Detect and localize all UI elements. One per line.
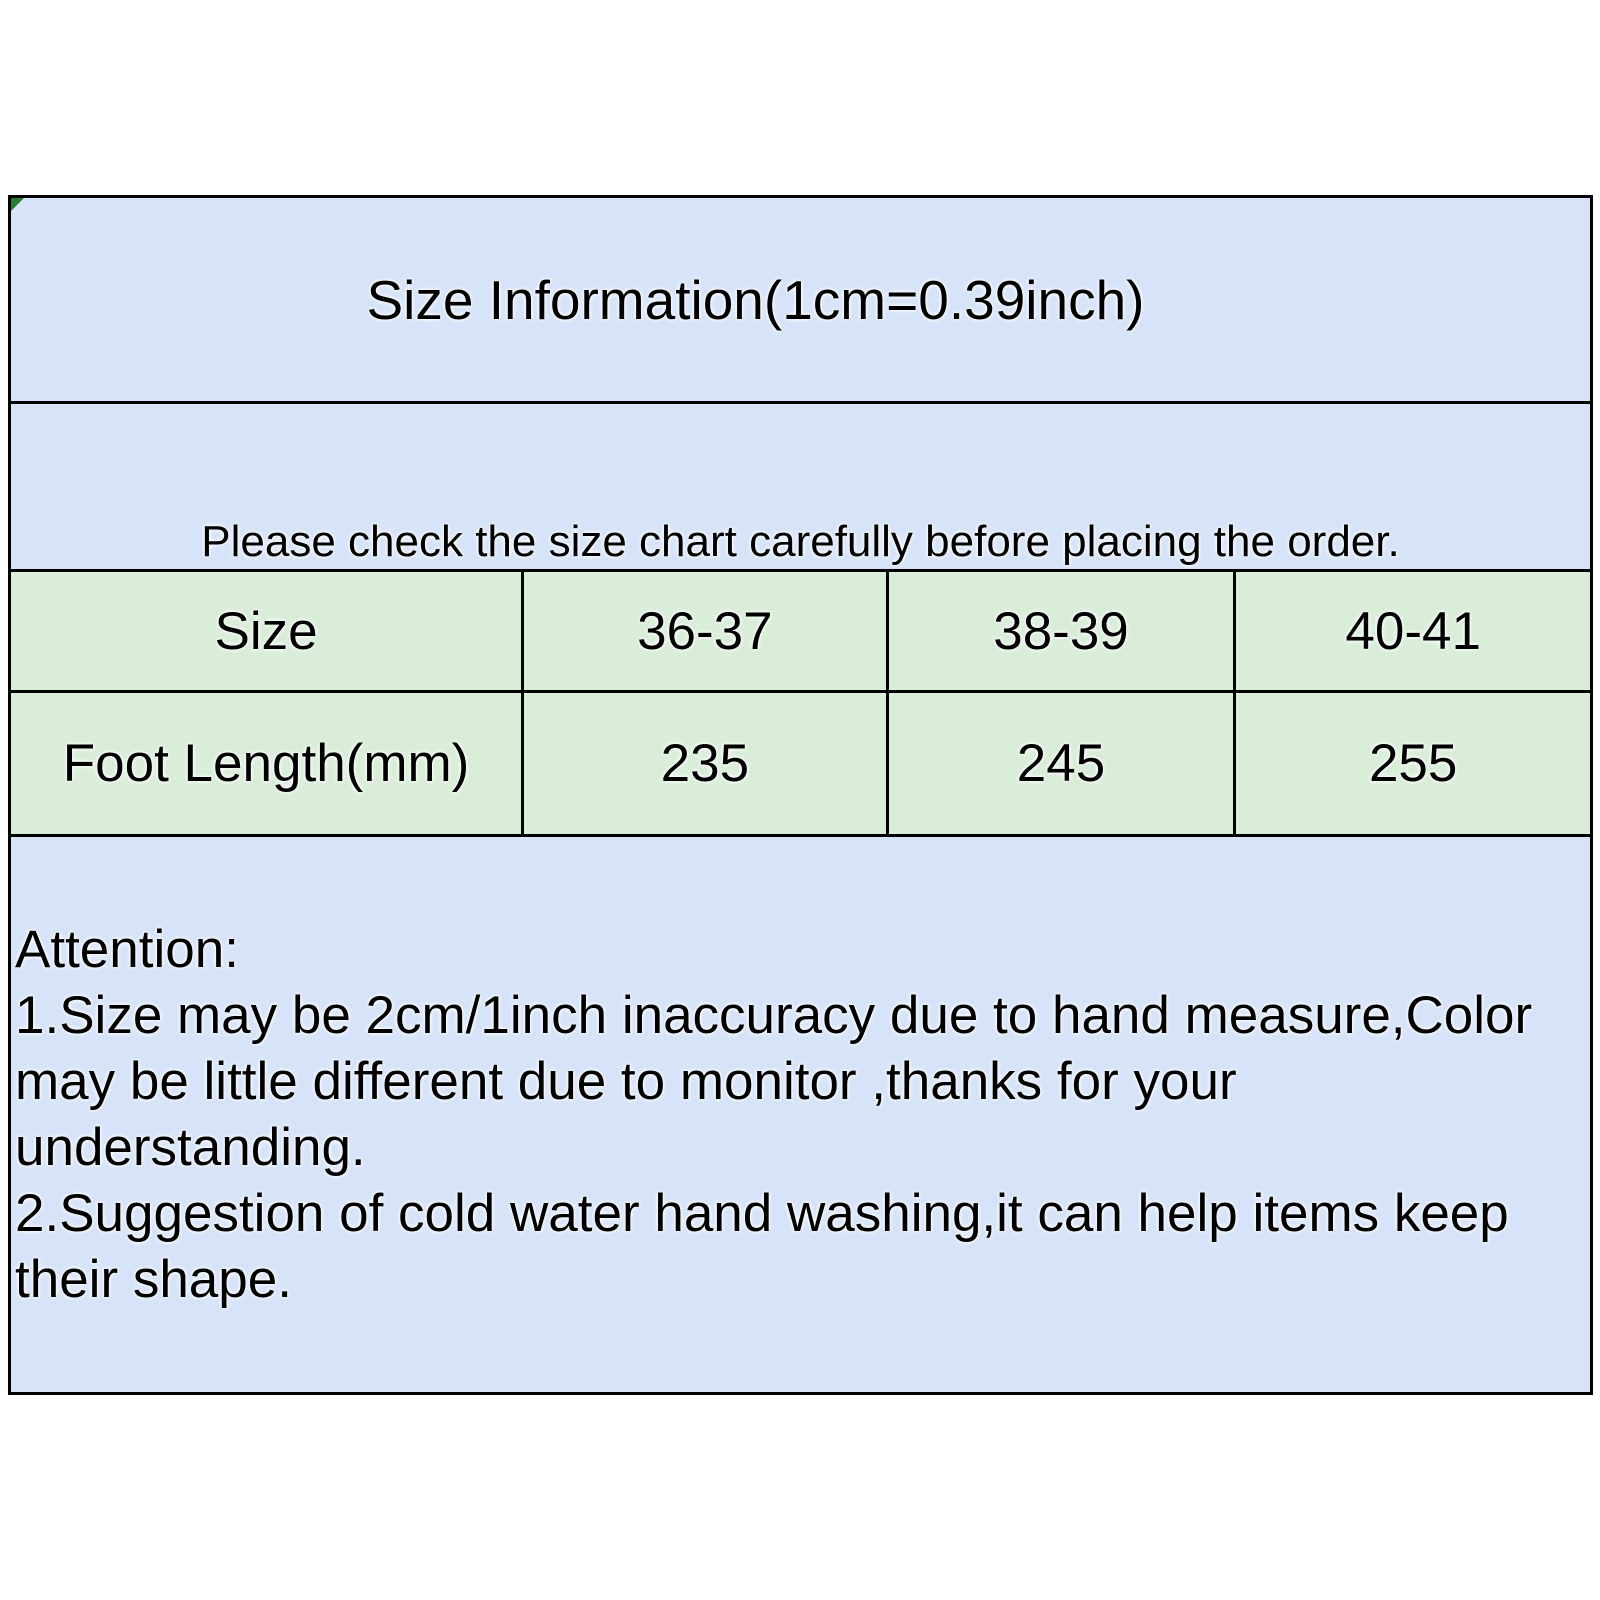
foot-length-value-235: 235 xyxy=(521,693,886,834)
attention-line-3: understanding. xyxy=(15,1118,366,1177)
foot-length-value-255: 255 xyxy=(1233,693,1590,834)
size-header-label-cell: Size xyxy=(214,601,318,661)
foot-length-label-cell: Foot Length(mm) xyxy=(62,734,470,793)
attention-line-1: 1.Size may be 2cm/1inch inaccuracy due to hand measure,Color xyxy=(15,986,1533,1045)
size-header-cell-40-41: 40-41 xyxy=(1233,572,1590,690)
attention-line-4: 2.Suggestion of cold water hand washing,it can help items keep xyxy=(15,1184,1509,1243)
size-information-table xyxy=(8,195,1593,1395)
size-header-cell-36-37: 36-37 xyxy=(521,572,886,690)
size-header-row xyxy=(11,569,1590,690)
foot-length-value-245: 245 xyxy=(886,693,1234,834)
attention-line-5: their shape. xyxy=(15,1250,292,1309)
attention-heading: Attention: xyxy=(15,920,239,979)
attention-section xyxy=(11,834,1590,1392)
foot-length-row xyxy=(11,690,1590,834)
attention-line-2: may be little different due to monitor ,thanks for your xyxy=(15,1052,1237,1111)
size-information-title: Size Information(1cm=0.39inch) xyxy=(366,268,1145,331)
notice-text: Please check the size chart carefully before placing the order. xyxy=(201,516,1400,566)
size-header-cell-38-39: 38-39 xyxy=(886,572,1234,690)
title-row xyxy=(11,198,1590,401)
notice-row xyxy=(11,401,1590,569)
